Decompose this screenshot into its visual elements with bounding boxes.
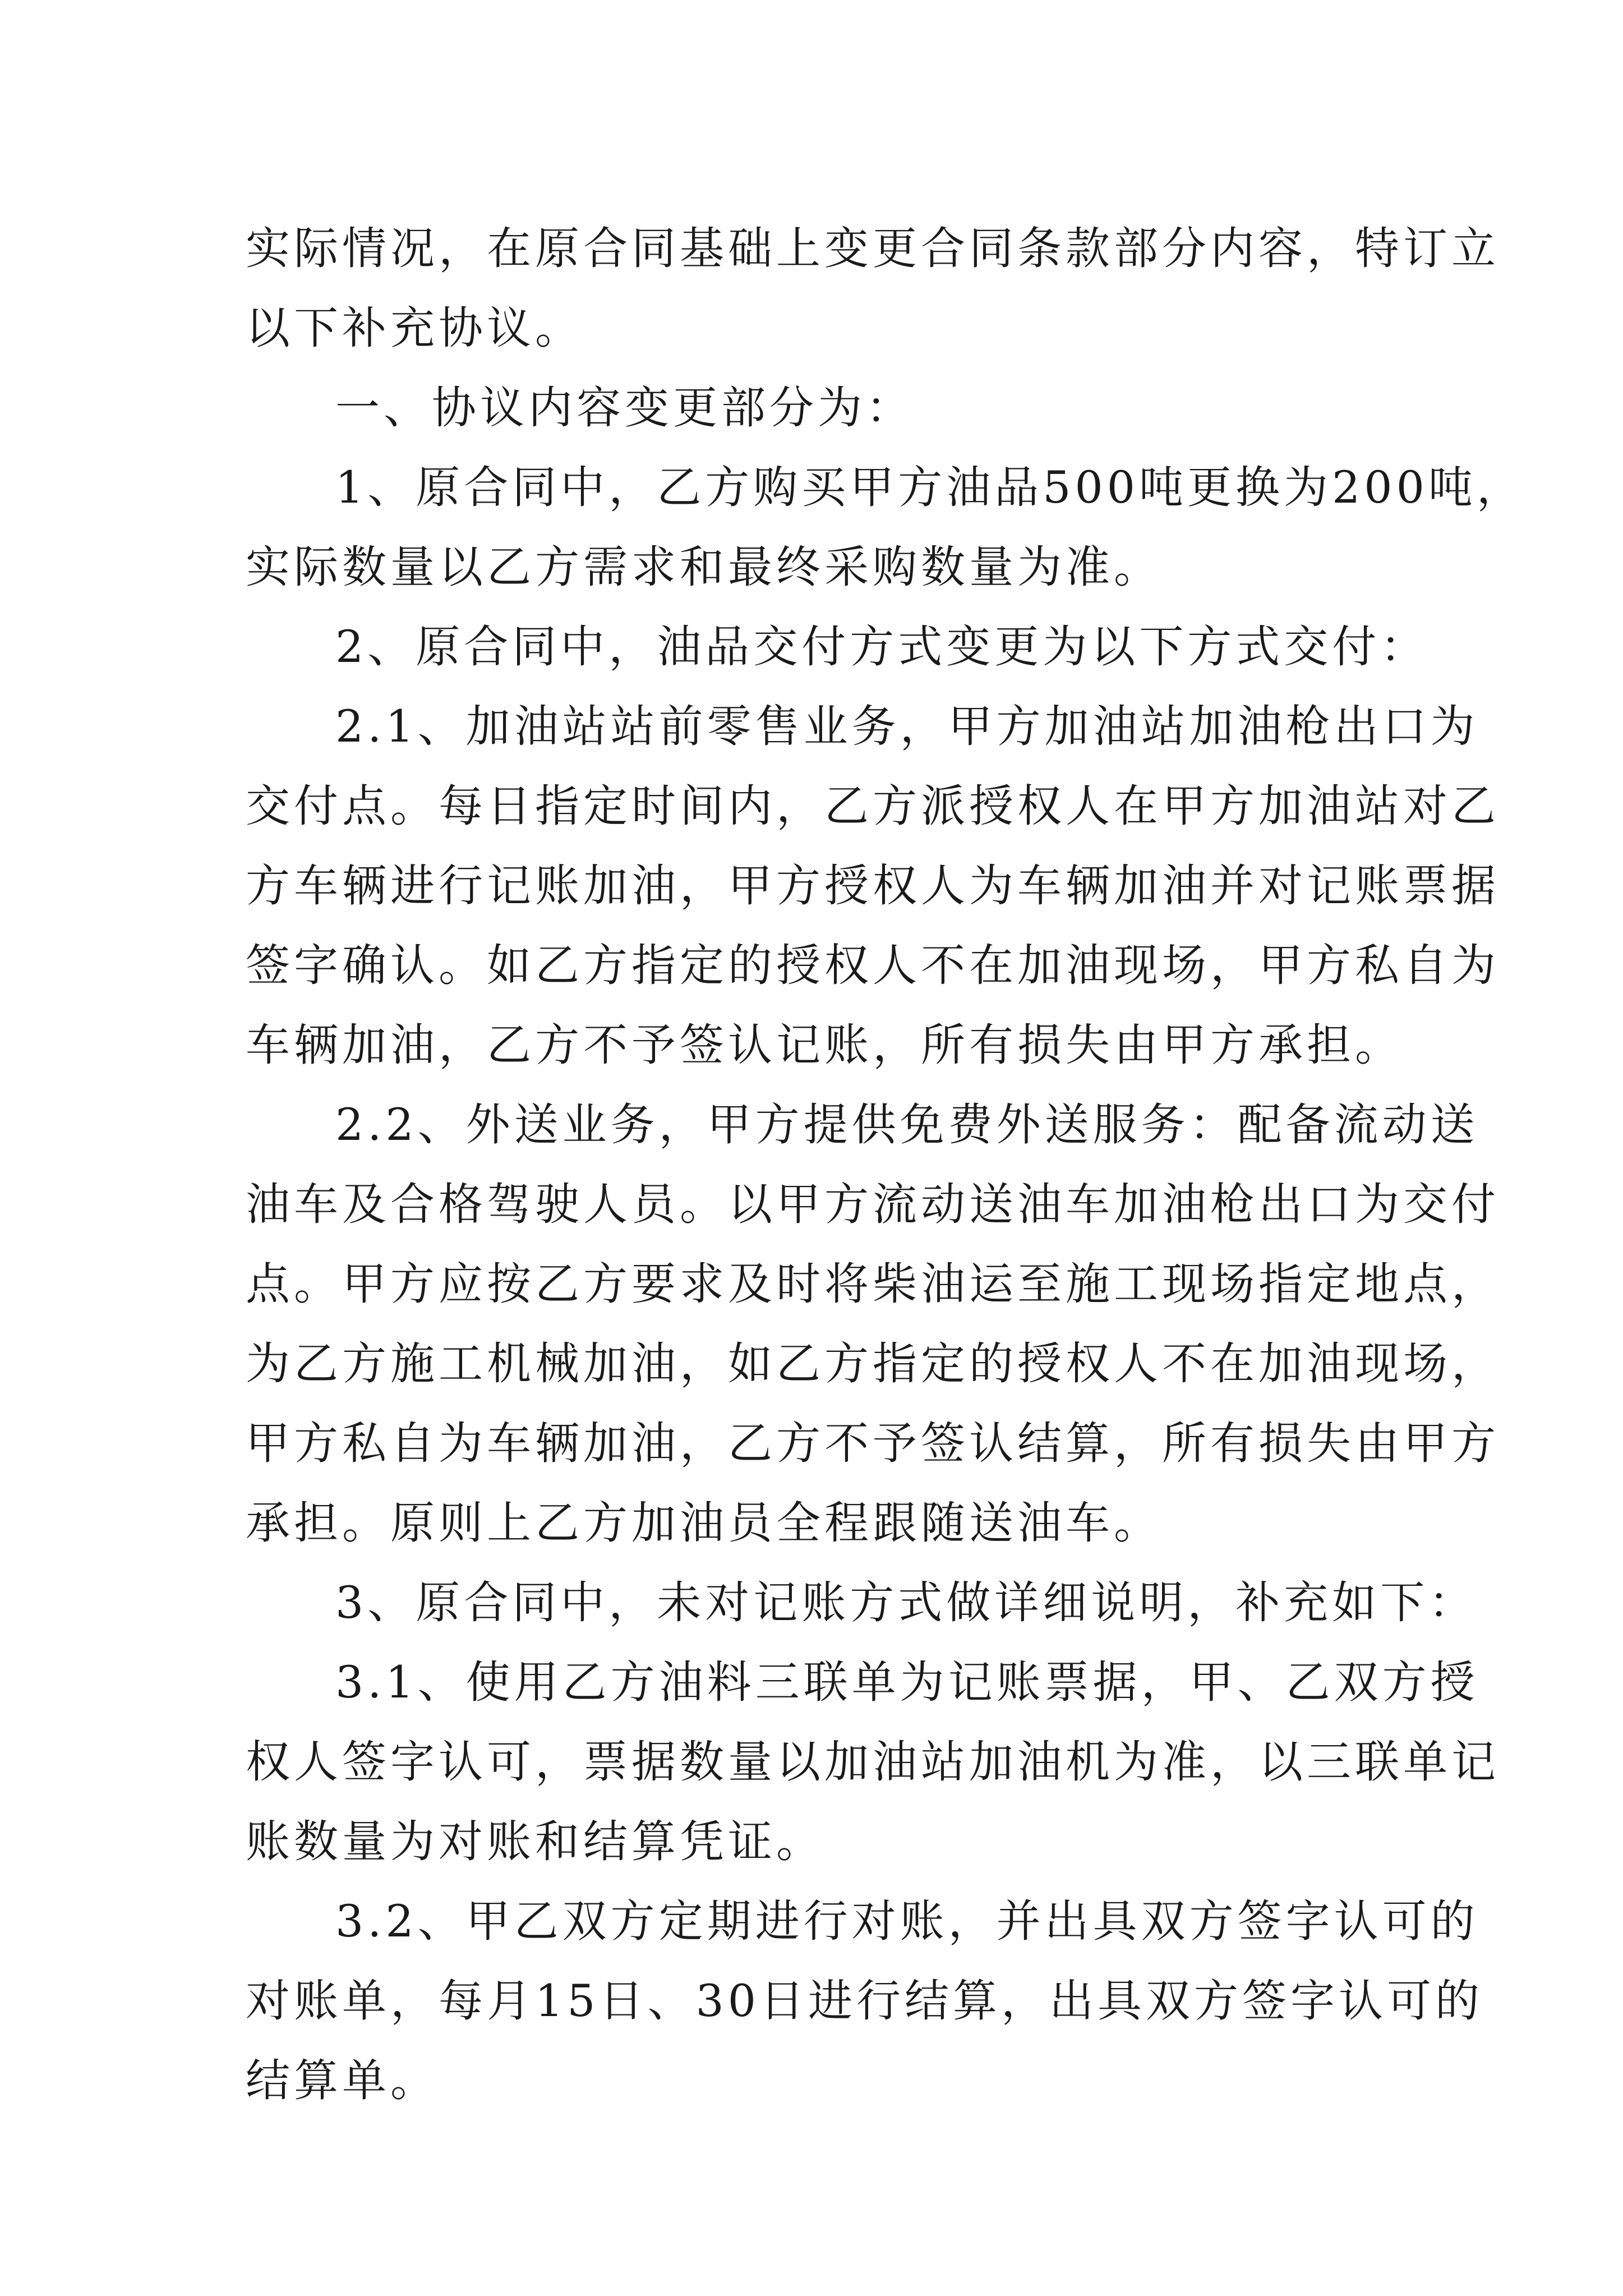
text-line: 甲方私自为车辆加油，乙方不予签认结算，所有损失由甲方 (246, 1418, 1500, 1469)
text-line: 2.1、加油站站前零售业务，甲方加油站加油枪出口为 (335, 701, 1479, 752)
text-line: 结算单。 (246, 2055, 439, 2106)
text-line: 对账单，每月15日、30日进行结算，出具双方签字认可的 (246, 1975, 1484, 2027)
text-line: 3.1、使用乙方油料三联单为记账票据，甲、乙双方授 (335, 1657, 1479, 1708)
text-line: 为乙方施工机械加油，如乙方指定的授权人不在加油现场， (246, 1338, 1500, 1389)
text-line: 实际数量以乙方需求和最终采购数量为准。 (246, 541, 1162, 593)
text-line: 交付点。每日指定时间内，乙方派授权人在甲方加油站对乙 (246, 780, 1500, 832)
section-heading: 一、协议内容变更部分为： (335, 382, 914, 434)
text-line: 油车及合格驾驶人员。以甲方流动送油车加油枪出口为交付 (246, 1179, 1500, 1230)
text-line: 3.2、甲乙双方定期进行对账，并出具双方签字认可的 (335, 1895, 1479, 1947)
text-line: 方车辆进行记账加油，甲方授权人为车辆加油并对记账票据 (246, 860, 1500, 912)
text-line: 3、原合同中，未对记账方式做详细说明，补充如下： (335, 1577, 1477, 1628)
text-line: 2、原合同中，油品交付方式变更为以下方式交付： (335, 621, 1429, 673)
text-line: 车辆加油，乙方不予签认记账，所有损失由甲方承担。 (246, 1019, 1403, 1071)
text-line: 2.2、外送业务，甲方提供免费外送服务：配备流动送 (335, 1099, 1479, 1151)
body-text (246, 209, 1525, 2120)
text-line: 点。甲方应按乙方要求及时将柴油运至施工现场指定地点， (246, 1258, 1500, 1310)
text-line: 以下补充协议。 (246, 302, 583, 354)
text-line: 1、原合同中，乙方购买甲方油品500吨更换为200吨， (335, 462, 1525, 513)
text-line: 签字确认。如乙方指定的授权人不在加油现场，甲方私自为 (246, 940, 1500, 991)
text-line: 账数量为对账和结算凭证。 (246, 1816, 824, 1867)
text-line: 实际情况，在原合同基础上变更合同条款部分内容，特订立 (246, 223, 1500, 274)
text-line: 权人签字认可，票据数量以加油站加油机为准，以三联单记 (246, 1736, 1500, 1788)
text-line: 承担。原则上乙方加油员全程跟随送油车。 (246, 1497, 1162, 1549)
